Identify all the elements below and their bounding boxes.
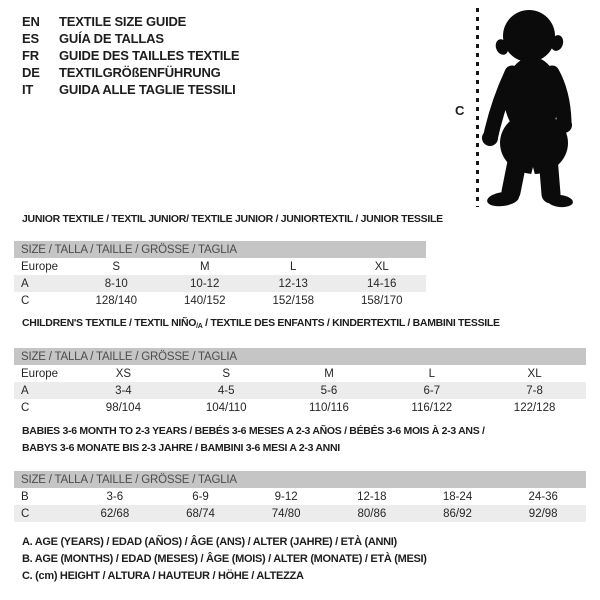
table-cell: XL [527, 367, 542, 380]
language-code: ES [22, 31, 39, 46]
table-cell: 18-24 [442, 490, 473, 503]
language-code: FR [22, 48, 39, 63]
children-textile-table [14, 348, 586, 416]
babies-title-line2: BABYS 3-6 MONATE BIS 2-3 JAHRE / BAMBINI 3-6 MESI A 2-3 ANNI [22, 442, 340, 454]
row-label: C [21, 507, 30, 520]
table-cell: 5-6 [320, 384, 338, 397]
table-cell: XS [115, 367, 132, 380]
table-cell: 104/110 [205, 401, 247, 414]
children-table-title [22, 317, 500, 330]
table-cell: 12-13 [278, 277, 308, 290]
table-cell: 98/104 [105, 401, 141, 414]
babies-title-line1: BABIES 3-6 MONTH TO 2-3 YEARS / BEBÉS 3-6 MESES A 2-3 AÑOS / BÉBÉS 3-6 MOIS À 2-3 ANS / [22, 425, 485, 437]
table-row-height [14, 399, 586, 416]
table-cell: 110/116 [309, 401, 349, 414]
table-cell: 86/92 [443, 507, 472, 520]
table-cell: 6-9 [192, 490, 209, 503]
table-cell: XL [374, 260, 389, 273]
language-title: GUIDA ALLE TAGLIE TESSILI [59, 82, 236, 97]
table-cell: 158/170 [360, 294, 403, 307]
children-title-pre: CHILDREN'S TEXTILE / TEXTIL NIÑO [22, 317, 197, 329]
table-cell: 6-7 [423, 384, 441, 397]
size-header-bar: SIZE / TALLA / TAILLE / GRÖSSE / TAGLIA [14, 241, 426, 258]
children-title-post: / TEXTILE DES ENFANTS / KINDERTEXTIL / BAMBINI TESSILE [202, 317, 500, 329]
language-row-fr [22, 47, 239, 64]
table-cell: 122/128 [513, 401, 556, 414]
baby-silhouette-icon [482, 7, 582, 210]
height-measure-label: C [455, 103, 465, 118]
table-row-age [14, 275, 426, 292]
table-row-age [14, 382, 586, 399]
table-cell: 80/86 [357, 507, 387, 520]
table-cell: L [290, 260, 297, 273]
table-cell: 9-12 [274, 490, 298, 503]
height-measure-line [476, 8, 479, 207]
language-title: TEXTILE SIZE GUIDE [59, 14, 187, 29]
row-label: A [21, 277, 29, 290]
table-cell: 128/140 [95, 294, 138, 307]
junior-textile-table [14, 241, 426, 309]
junior-table-title: JUNIOR TEXTILE / TEXTIL JUNIOR/ TEXTILE JUNIOR / JUNIORTEXTIL / JUNIOR TESSILE [22, 213, 443, 225]
table-cell: S [222, 367, 231, 380]
table-cell: 152/158 [272, 294, 315, 307]
size-header-bar: SIZE / TALLA / TAILLE / GRÖSSE / TAGLIA [14, 471, 586, 488]
size-header-bar: SIZE / TALLA / TAILLE / GRÖSSE / TAGLIA [14, 348, 586, 365]
table-cell: 4-5 [217, 384, 235, 397]
language-row-en [22, 13, 239, 30]
table-cell: 140/152 [183, 294, 226, 307]
language-row-es [22, 30, 239, 47]
language-title: GUÍA DE TALLAS [59, 31, 164, 46]
table-cell: 12-18 [357, 490, 387, 503]
children-title-subscript: /A [196, 323, 203, 330]
row-label: A [21, 384, 29, 397]
babies-table-title [22, 423, 485, 457]
table-cell: M [324, 367, 334, 380]
table-cell: 10-12 [190, 277, 220, 290]
row-label: Europe [21, 260, 59, 273]
language-title: TEXTILGRÖßENFÜHRUNG [59, 65, 221, 80]
language-code: EN [22, 14, 40, 29]
table-cell: 68/74 [186, 507, 215, 520]
table-row-age-months [14, 488, 586, 505]
table-cell: S [112, 260, 121, 273]
table-cell: 8-10 [104, 277, 128, 290]
language-title: GUIDE DES TAILLES TEXTILE [59, 48, 240, 63]
babies-textile-table [14, 471, 586, 522]
language-code: DE [22, 65, 40, 80]
table-cell: L [428, 367, 435, 380]
footnotes [22, 536, 427, 587]
table-cell: 24-36 [528, 490, 558, 503]
table-cell: 74/80 [271, 507, 301, 520]
table-cell: 3-4 [115, 384, 132, 397]
footnote-c: C. (cm) HEIGHT / ALTURA / HAUTEUR / HÖHE / ALTEZZA [22, 570, 304, 582]
row-label: C [21, 294, 30, 307]
language-row-de [22, 64, 239, 81]
language-guide-list [22, 13, 239, 98]
table-row-height [14, 292, 426, 309]
table-row-europe [14, 258, 426, 275]
table-cell: M [199, 260, 210, 273]
language-row-it [22, 81, 239, 98]
language-code: IT [22, 82, 34, 97]
table-cell: 62/68 [100, 507, 130, 520]
table-row-height [14, 505, 586, 522]
table-cell: 3-6 [106, 490, 124, 503]
table-row-europe [14, 365, 586, 382]
row-label: Europe [21, 367, 59, 380]
table-cell: 14-16 [367, 277, 397, 290]
row-label: B [21, 490, 29, 503]
table-cell: 116/122 [411, 401, 453, 414]
footnote-a: A. AGE (YEARS) / EDAD (AÑOS) / ÂGE (ANS) / ALTER (JAHRE) / ETÀ (ANNI) [22, 536, 397, 548]
row-label: C [21, 401, 30, 414]
table-cell: 92/98 [528, 507, 558, 520]
table-cell: 7-8 [526, 384, 543, 397]
footnote-b: B. AGE (MONTHS) / EDAD (MESES) / ÂGE (MOIS) / ALTER (MONATE) / ETÀ (MESI) [22, 553, 427, 565]
